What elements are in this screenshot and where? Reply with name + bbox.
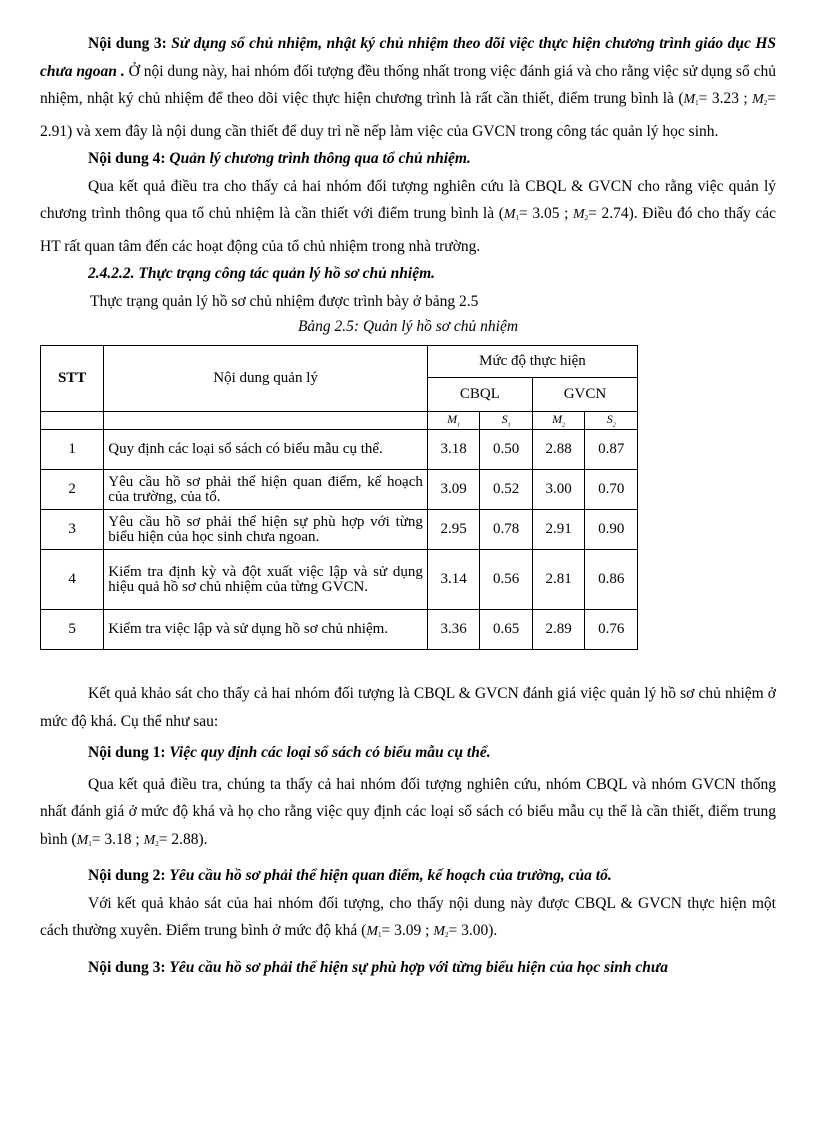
paragraph-content3 bbox=[40, 30, 776, 145]
header-s1: $S_1$ bbox=[480, 412, 533, 430]
management-table bbox=[40, 345, 638, 650]
text: = 3.23 ; bbox=[698, 90, 753, 107]
mean-symbol: $M_2$ bbox=[573, 207, 589, 222]
paragraph-content4-heading bbox=[40, 145, 776, 173]
mean-symbol: $M_1$ bbox=[76, 832, 92, 848]
section-heading: 2.4.2.2. Thực trạng công tác quản lý hồ sơ chủ nhiệm. bbox=[88, 265, 436, 282]
heading-italic: Quản lý chương trình thông qua tổ chủ nhiệm. bbox=[169, 150, 471, 167]
section-intro: Thực trạng quản lý hồ sơ chủ nhiệm được trình bày ở bảng 2.5 bbox=[90, 292, 479, 310]
table-row: 1 Quy định các loại sổ sách có biểu mẫu cụ thể. 3.18 0.50 2.88 0.87 bbox=[41, 430, 638, 470]
mean-symbol: $M_1$ bbox=[683, 92, 699, 107]
header-level: Mức độ thực hiện bbox=[427, 346, 637, 378]
header-cbql: CBQL bbox=[427, 378, 532, 412]
paragraph-content4-body: Qua kết quả điều tra cho thấy cả hai nhóm đối tượng nghiên cứu là CBQL & GVCN cho rằng việc quản lý chương trình thông qua tổ chủ nhiệm là cần thiết với điểm trung bình là ($M_1= 3.05$ ; $M_2= 2.74$). Điều đó cho thấy các HT rất quan tâm đến các hoạt động của tổ chủ nhiệm trong nhà trường. bbox=[40, 177, 776, 255]
label: Nội dung 4: bbox=[88, 150, 166, 167]
header-content: Nội dung quản lý bbox=[104, 346, 428, 412]
text: = 2.91) và xem đây là nội dung cần thiết để duy trì nề nếp làm việc của GVCN trong công tác quản lý học sinh. bbox=[40, 90, 776, 140]
table-row: 5 Kiểm tra việc lập và sử dụng hồ sơ chủ nhiệm. 3.36 0.65 2.89 0.76 bbox=[41, 610, 638, 650]
paragraph-content1-heading: Nội dung 1: Việc quy định các loại sổ sách có biểu mẫu cụ thể. bbox=[88, 744, 491, 761]
header-s2: $S_2$ bbox=[585, 412, 638, 430]
mean-symbol: $M_1$ bbox=[366, 924, 382, 939]
label: Nội dung 3: bbox=[88, 35, 167, 52]
mean-symbol: $M_1$ bbox=[503, 207, 520, 222]
paragraph-content2-body: Với kết quả khảo sát của hai nhóm đối tượng, cho thấy nội dung này được CBQL & GVCN thực hiện một cách thường xuyên. Điểm trung bình ở mức độ khá ($M_1= 3.09$ ; $M_2= 3.00$). bbox=[40, 894, 776, 939]
paragraph-content1-body: Qua kết quả điều tra, chúng ta thấy cả hai nhóm đối tượng nghiên cứu, nhóm CBQL và nhóm GVCN thống nhất đánh giá ở mức độ khá và họ cho rằng việc quy định các loại sổ sách có biểu mẫu cụ thể là cần thiết, điểm trung bình ($M_1= 3.18$ ; $M_2= 2.88$). bbox=[40, 775, 776, 848]
mean-symbol: $M_2$ bbox=[143, 832, 159, 848]
table-row: 3 Yêu cầu hồ sơ phải thể hiện sự phù hợp với từng biểu hiện của học sinh chưa ngoan. 2.95 0.78 2.91 0.90 bbox=[41, 510, 638, 550]
text: Ở nội dung này, hai nhóm đối tượng đều thống nhất trong việc đánh giá và cho rằng việc sử dụng sổ chủ nhiệm, nhật ký chủ nhiệm để theo dõi việc thực hiện chương trình là rất cần thiết, điểm trung bình là ( bbox=[40, 62, 776, 107]
paragraph-result: Kết quả khảo sát cho thấy cả hai nhóm đối tượng là CBQL & GVCN đánh giá việc quản lý hồ sơ chủ nhiệm ở mức độ khá. Cụ thể như sau: bbox=[40, 685, 776, 730]
mean-symbol: $M_2$ bbox=[433, 924, 449, 939]
table-row: 2 Yêu cầu hồ sơ phải thể hiện quan điểm, kế hoạch của trường, của tổ. 3.09 0.52 3.00 0.70 bbox=[41, 470, 638, 510]
header-m1: $M_1$ bbox=[427, 412, 480, 430]
heading-italic: Sử dụng sổ chủ nhiệm, nhật ký chủ nhiệm theo dõi việc thực hiện chương trình giáo dục HS chưa ngoan . bbox=[40, 35, 777, 80]
header-m2: $M_2$ bbox=[532, 412, 585, 430]
header-stt: STT bbox=[41, 346, 104, 412]
header-gvcn: GVCN bbox=[532, 378, 637, 412]
table-row: 4 Kiểm tra định kỳ và đột xuất việc lập và sử dụng hiệu quả hồ sơ chủ nhiệm của từng GVCN. 3.14 0.56 2.81 0.86 bbox=[41, 550, 638, 610]
paragraph-content3b-heading: Nội dung 3: Yêu cầu hồ sơ phải thể hiện sự phù hợp với từng biểu hiện của học sinh chưa bbox=[88, 958, 668, 976]
mean-symbol: $M_2$ bbox=[752, 92, 768, 107]
paragraph-content2-heading: Nội dung 2: Yêu cầu hồ sơ phải thể hiện quan điểm, kế hoạch của trường, của tổ. bbox=[88, 867, 612, 884]
document-page bbox=[40, 30, 776, 981]
table-caption: Bảng 2.5: Quản lý hồ sơ chủ nhiệm bbox=[297, 318, 519, 335]
